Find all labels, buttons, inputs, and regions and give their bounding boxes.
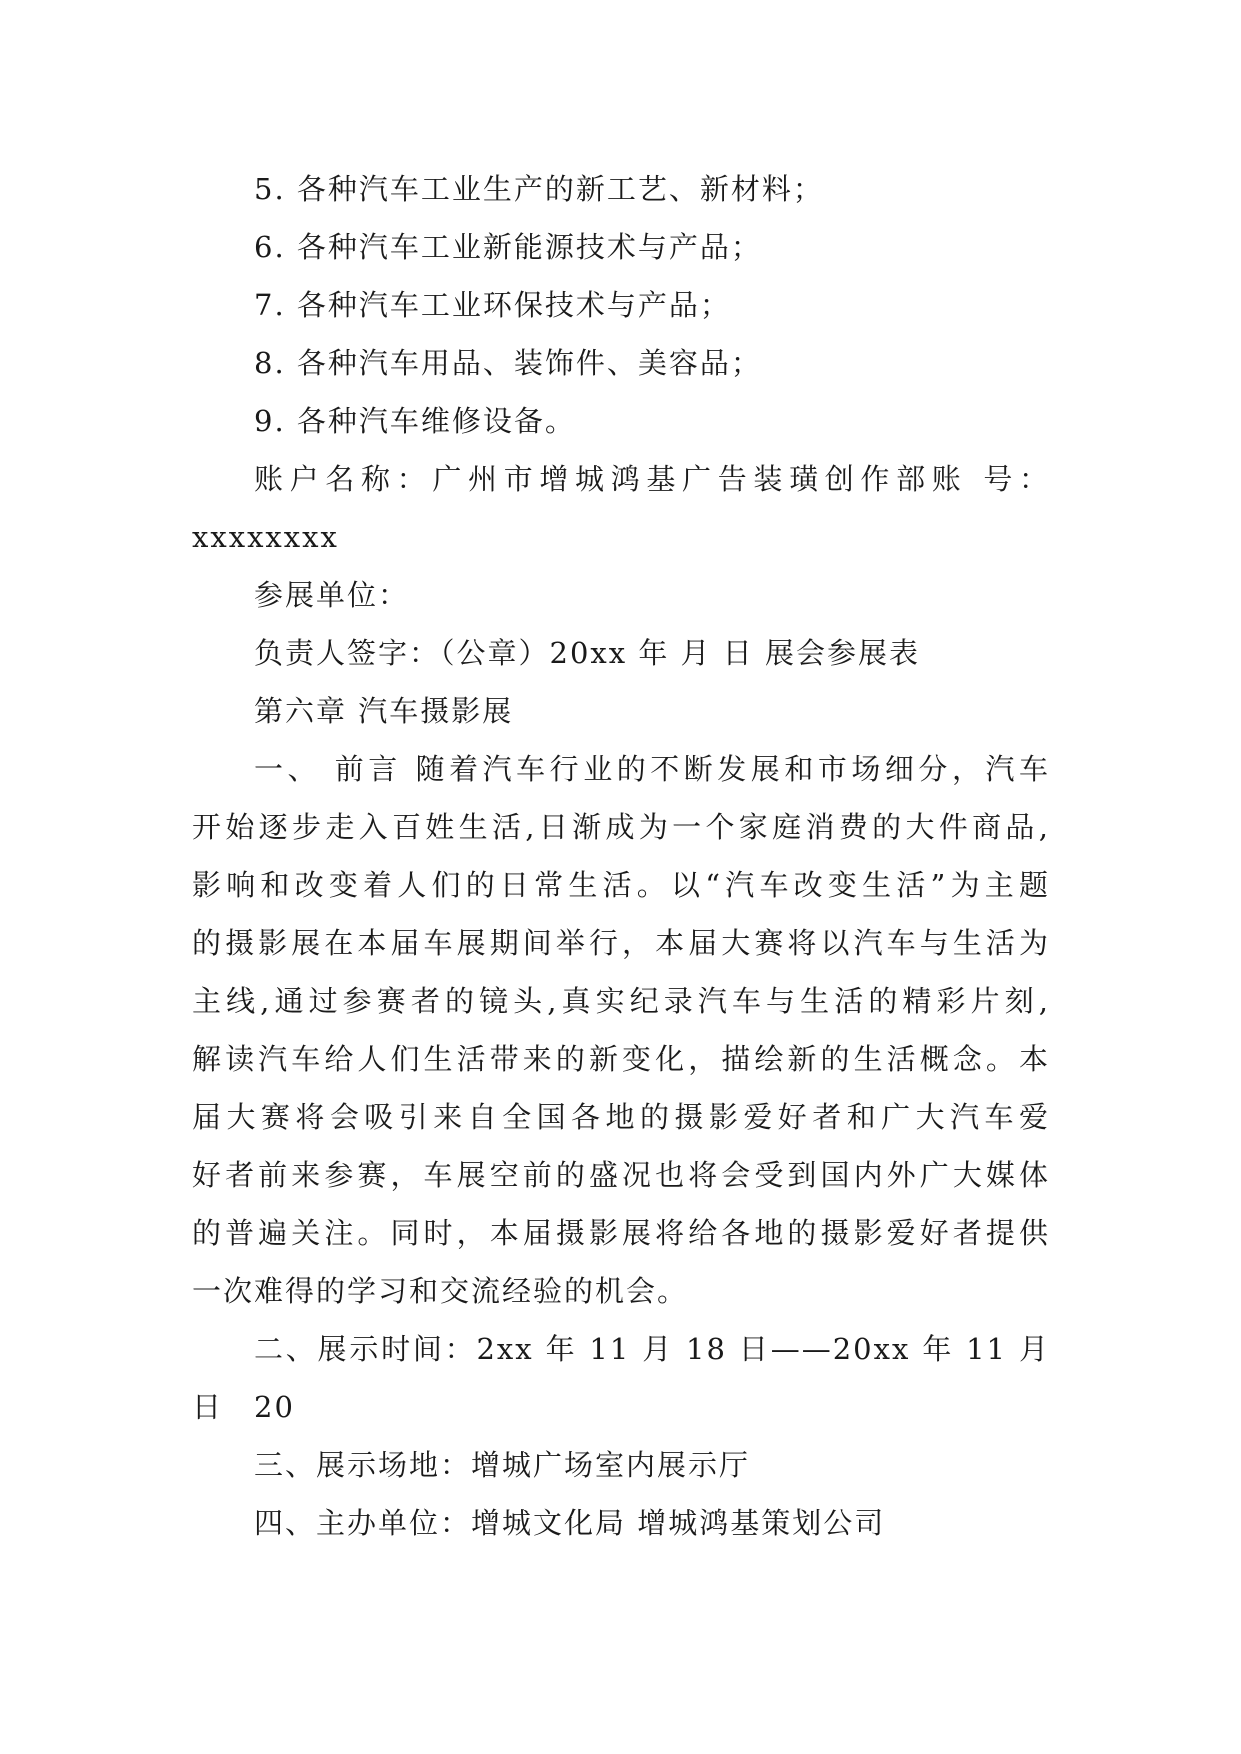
account-number-value: xxxxxxxx	[192, 520, 339, 554]
list-item-5: 5. 各种汽车工业生产的新工艺、新材料；	[254, 172, 824, 206]
account-name-line: 账户名称：广州市增城鸿基广告装璜创作部账 号：	[254, 462, 1050, 496]
organizer-line: 四、主办单位：增城文化局 增城鸿基策划公司	[254, 1506, 886, 1540]
paragraph-line: 解读汽车给人们生活带来的新变化，描绘新的生活概念。本	[192, 1042, 1050, 1076]
list-item-7: 7. 各种汽车工业环保技术与产品；	[254, 288, 731, 322]
exhibitor-label: 参展单位：	[254, 578, 410, 612]
list-item-6: 6. 各种汽车工业新能源技术与产品；	[254, 230, 762, 264]
paragraph-line: 好者前来参赛，车展空前的盛况也将会受到国内外广大媒体	[192, 1158, 1050, 1192]
document-body	[192, 160, 1050, 1552]
signature-line: 负责人签字：（公章）20xx 年 月 日 展会参展表	[254, 636, 920, 670]
paragraph-line: 的普遍关注。同时，本届摄影展将给各地的摄影爱好者提供	[192, 1216, 1050, 1250]
chapter-heading: 第六章 汽车摄影展	[254, 694, 514, 728]
paragraph-line: 一次难得的学习和交流经验的机会。	[192, 1274, 689, 1308]
paragraph-line: 主线,通过参赛者的镜头,真实纪录汽车与生活的精彩片刻,	[192, 984, 1050, 1018]
exhibition-time-line: 二、展示时间：2xx 年 11 月 18 日——20xx 年 11 月 20	[254, 1332, 1050, 1424]
paragraph-line: 开始逐步走入百姓生活,日渐成为一个家庭消费的大件商品,	[192, 810, 1050, 844]
paragraph-line: 的摄影展在本届车展期间举行，本届大赛将以汽车与生活为	[192, 926, 1050, 960]
exhibition-venue-line: 三、展示场地：增城广场室内展示厅	[254, 1448, 751, 1482]
paragraph-line: 一、 前言 随着汽车行业的不断发展和市场细分，汽车	[254, 752, 1050, 786]
exhibition-time-continuation: 日	[192, 1390, 224, 1424]
list-item-8: 8. 各种汽车用品、装饰件、美容品；	[254, 346, 762, 380]
list-item-9: 9. 各种汽车维修设备。	[254, 404, 576, 438]
paragraph-line: 届大赛将会吸引来自全国各地的摄影爱好者和广大汽车爱	[192, 1100, 1050, 1134]
paragraph-line: 影响和改变着人们的日常生活。以“汽车改变生活”为主题	[192, 868, 1050, 902]
